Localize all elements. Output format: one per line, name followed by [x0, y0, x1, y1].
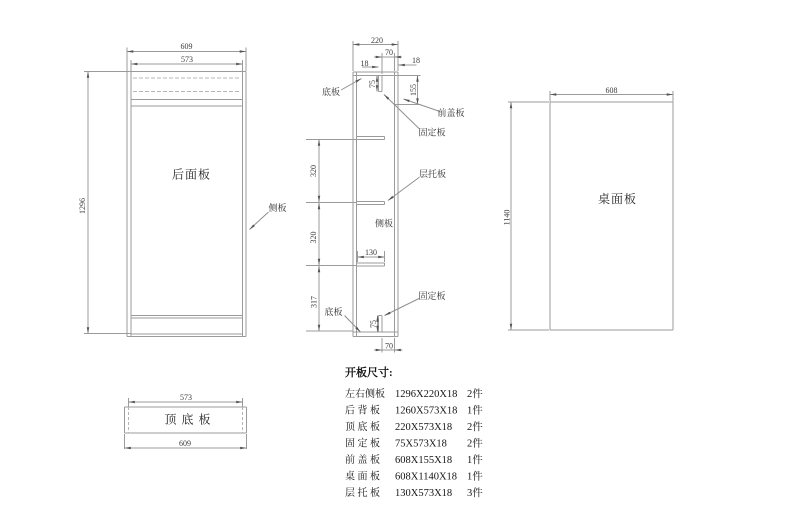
- side-panel-leader: [250, 212, 269, 230]
- side-section-view: [306, 36, 465, 353]
- dim-gap-mid: 320: [309, 231, 318, 244]
- fix-bottom-callout: 固定板: [418, 291, 446, 301]
- dim-front-gap-top: 70: [385, 48, 393, 57]
- row-name: 固 定 板: [345, 438, 380, 450]
- top-bottom-panel-label: 顶 底 板: [164, 412, 212, 427]
- dim-gap-bottom: 317: [309, 296, 319, 308]
- front-cover-callout: 前盖板: [437, 108, 465, 118]
- row-qty: 1件: [467, 405, 483, 417]
- row-name: 左右侧板: [345, 389, 385, 400]
- row-qty: 1件: [467, 471, 483, 483]
- dim-front-gap-bottom: 70: [385, 341, 393, 351]
- cut-list: [345, 365, 483, 499]
- shelf-callout: 层托板: [418, 169, 447, 179]
- desk-top-outline: [550, 102, 673, 330]
- row-qty: 2件: [467, 389, 483, 400]
- back-panel-view: [78, 42, 287, 337]
- cut-list-row: [345, 486, 483, 499]
- top-bottom-panel-view: [125, 393, 247, 449]
- row-size: 1260X573X18: [395, 405, 458, 417]
- side-section-outline: [353, 72, 398, 337]
- dim-cover-thickness: 18: [412, 56, 420, 65]
- row-size: 220X573X18: [395, 422, 453, 433]
- dim-shelf-depth: 130: [365, 248, 377, 257]
- dim-fix-bottom-height: 75: [369, 320, 378, 328]
- dim-back-inner-width: 573: [181, 55, 193, 64]
- row-name: 后 背 板: [345, 405, 380, 417]
- dim-tb-outer-width: 609: [179, 439, 191, 448]
- bottom-panel-callout: 底板: [324, 307, 343, 317]
- cut-list-row: [345, 387, 483, 400]
- row-name: 顶 底 板: [345, 422, 380, 433]
- dim-desk-width: 608: [605, 86, 618, 95]
- desk-top-view: [503, 86, 674, 330]
- row-qty: 2件: [467, 438, 483, 450]
- row-size: 1296X220X18: [395, 389, 458, 400]
- back-panel-hidden-lines: [133, 78, 241, 92]
- row-qty: 2件: [467, 422, 483, 433]
- dim-fix-top-height: 75: [368, 80, 377, 88]
- back-panel-dimensions: [84, 48, 246, 334]
- dim-back-height: 1296: [78, 198, 87, 214]
- fix-top-callout: 固定板: [418, 127, 446, 138]
- back-panel-label: 后面板: [171, 167, 212, 182]
- dim-tb-inner-width: 573: [180, 393, 192, 402]
- fix-bottom-leader: [385, 299, 420, 316]
- cut-list-row: [345, 404, 483, 417]
- row-size: 75X573X18: [395, 438, 447, 450]
- row-size: 608X1140X18: [395, 471, 458, 483]
- row-name: 前 盖 板: [345, 455, 380, 466]
- side-panel-label: 侧板: [374, 218, 394, 229]
- desk-top-dimensions: [508, 91, 673, 330]
- desk-top-label: 桌面板: [597, 192, 638, 206]
- dim-depth: 220: [371, 36, 383, 45]
- cut-list-row: [345, 453, 483, 466]
- back-panel-outline: [127, 72, 246, 337]
- shelf-leader: [388, 178, 419, 201]
- row-qty: 3件: [467, 488, 483, 499]
- front-cover-leader: [404, 99, 441, 112]
- side-panel-callout: 侧板: [268, 203, 287, 213]
- row-size: 608X155X18: [395, 455, 453, 466]
- cut-list-row: [345, 437, 483, 450]
- cut-list-row: [345, 420, 483, 433]
- row-size: 130X573X18: [395, 488, 453, 499]
- fix-top-leader: [384, 95, 419, 129]
- dim-back-outer-width: 609: [180, 42, 193, 51]
- row-qty: 1件: [467, 455, 483, 466]
- dim-cover-height: 155: [409, 84, 418, 96]
- dim-fix-thickness: 18: [360, 59, 369, 68]
- row-name: 层 托 板: [345, 488, 380, 499]
- top-panel-callout: 底板: [321, 87, 341, 97]
- dim-gap-top: 320: [309, 165, 318, 177]
- top-panel-leader: [341, 79, 362, 91]
- dim-desk-height: 1140: [502, 209, 512, 226]
- row-name: 桌 面 板: [345, 471, 380, 483]
- cut-list-title: 开板尺寸:: [345, 367, 393, 379]
- cut-list-row: [345, 470, 483, 483]
